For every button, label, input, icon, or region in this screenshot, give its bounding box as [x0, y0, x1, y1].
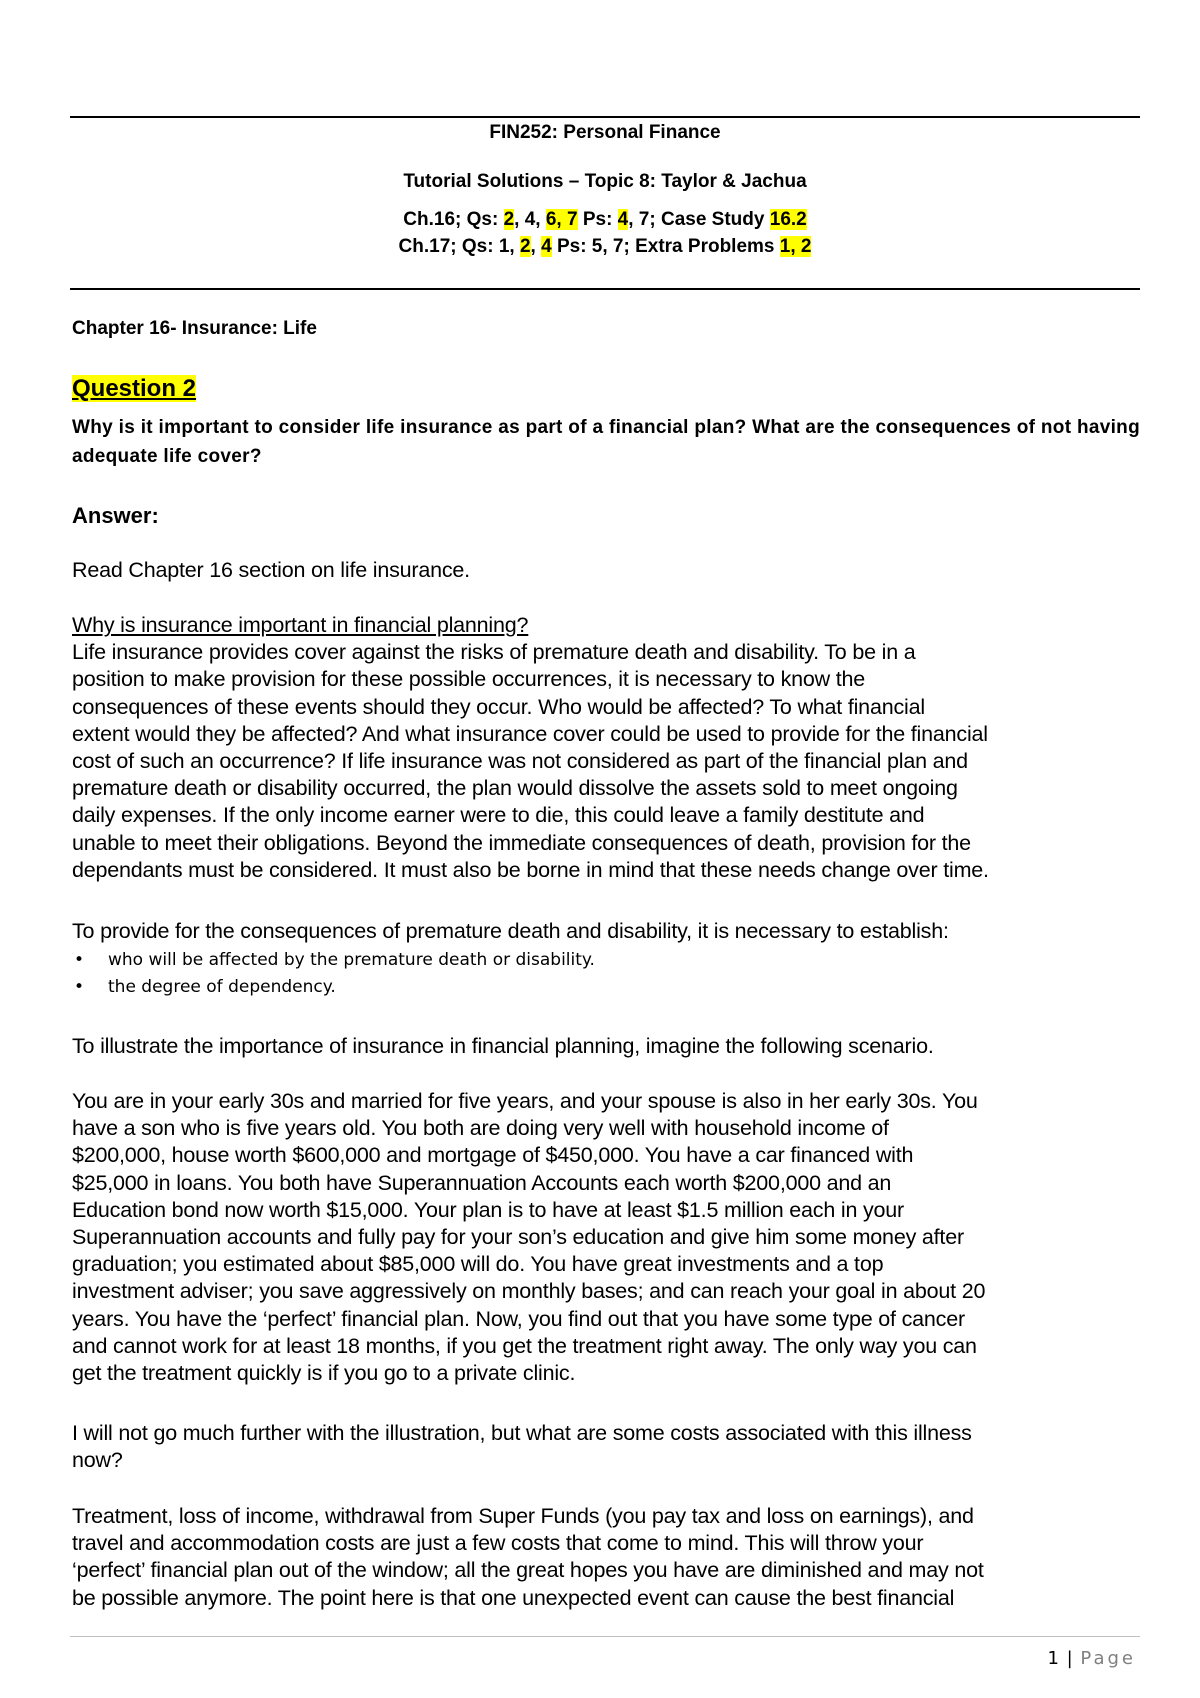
- why-line: daily expenses. If the only income earner were to die, this could leave a family destitute and: [72, 803, 925, 828]
- why-line: cost of such an occurrence? If life insurance was not considered as part of the financial plan and: [72, 749, 968, 774]
- costs-paragraph: [72, 1420, 1152, 1474]
- scenario-line: Education bond now worth $15,000. Your plan is to have at least $1.5 million each in your: [72, 1197, 905, 1222]
- question-title: Question 2: [72, 375, 197, 402]
- scenario-line: investment adviser; you save aggressively on monthly bases; and can reach your goal in about 20: [72, 1279, 986, 1304]
- treatment-paragraph: [72, 1503, 1152, 1612]
- scenario-line: get the treatment quickly is if you go to a private clinic.: [72, 1361, 576, 1386]
- page-footer: [1047, 1648, 1136, 1669]
- scenario-line: $200,000, house worth $600,000 and mortgage of $450,000. You have a car financed with: [72, 1143, 914, 1168]
- scenario-line: graduation; you estimated about $85,000 will do. You have great investments and a top: [72, 1252, 884, 1277]
- footer-rule: [70, 1636, 1140, 1637]
- why-section: [72, 612, 1152, 884]
- scenario-line: years. You have the ‘perfect’ financial plan. Now, you find out that you have some type of cancer: [72, 1306, 965, 1331]
- question-text: Why is it important to consider life insurance as part of a financial plan? What are the consequences of not having adequate life cover?: [72, 417, 1140, 467]
- read-instruction: Read Chapter 16 section on life insurance.: [72, 558, 470, 582]
- costs-line: now?: [72, 1448, 123, 1473]
- scenario-line: have a son who is five years old. You both are doing very well with household income of: [72, 1116, 889, 1141]
- why-line: Life insurance provides cover against the risks of premature death and disability. To be in a: [72, 640, 916, 665]
- page-number: 1: [1047, 1648, 1060, 1669]
- treatment-line: Treatment, loss of income, withdrawal from Super Funds (you pay tax and loss on earnings), and: [72, 1504, 974, 1528]
- page-label: Page: [1080, 1648, 1136, 1669]
- why-line: consequences of these events should they occur. Who would be affected? To what financial: [72, 694, 925, 719]
- footer-separator: |: [1059, 1648, 1081, 1669]
- treatment-line: be possible anymore. The point here is that one unexpected event can cause the best financial: [72, 1585, 955, 1610]
- scenario-paragraph: [72, 1088, 1152, 1387]
- chapter17-questions-line: Ch.17; Qs: 1, 2, 4 Ps: 5, 7; Extra Problems 1, 2: [398, 236, 812, 257]
- why-line: premature death or disability occurred, the plan would dissolve the assets sold to meet ongoing: [72, 776, 958, 801]
- treatment-line: ‘perfect’ financial plan out of the window; all the great hopes you have are diminished and may not: [72, 1558, 984, 1583]
- provide-paragraph: To provide for the consequences of premature death and disability, it is necessary to establish:: [72, 919, 949, 943]
- treatment-line: travel and accommodation costs are just a few costs that come to mind. This will throw your: [72, 1531, 924, 1556]
- top-rule: [70, 116, 1140, 118]
- chapter-heading: Chapter 16- Insurance: Life: [72, 318, 317, 339]
- bottom-header-rule: [70, 288, 1140, 290]
- bullet-item: • who will be affected by the premature death or disability.: [72, 947, 595, 974]
- why-heading: Why is insurance important in financial planning?: [72, 613, 529, 637]
- tutorial-subtitle: Tutorial Solutions – Topic 8: Taylor & Jachua: [403, 171, 807, 192]
- why-line: unable to meet their obligations. Beyond the immediate consequences of death, provision for the: [72, 830, 971, 855]
- highlight-q2-ch17: 2: [519, 236, 531, 257]
- course-title: FIN252: Personal Finance: [489, 122, 721, 143]
- dependency-bullet-list: [72, 947, 595, 1001]
- why-line: extent would they be affected? And what insurance cover could be used to provide for the financial: [72, 721, 988, 746]
- highlight-q4-ch17: 4: [541, 236, 552, 257]
- scenario-line: $25,000 in loans. You both have Superannuation Accounts each worth $200,000 and an: [72, 1170, 892, 1195]
- answer-heading: Answer:: [72, 503, 159, 528]
- chapter16-questions-line: Ch.16; Qs: 2, 4, 6, 7 Ps: 4, 7; Case Study 16.2: [403, 209, 807, 230]
- highlight-case-study: 16.2: [769, 209, 807, 230]
- highlight-q2: 2: [503, 209, 515, 230]
- why-line: dependants must be considered. It must also be borne in mind that these needs change over time.: [72, 857, 989, 882]
- illustrate-paragraph: To illustrate the importance of insurance in financial planning, imagine the following scenario.: [72, 1034, 934, 1058]
- highlight-extra-problems: 1, 2: [779, 236, 812, 257]
- scenario-line: You are in your early 30s and married for five years, and your spouse is also in her early 30s. You: [72, 1089, 978, 1113]
- costs-line: I will not go much further with the illustration, but what are some costs associated with this illness: [72, 1421, 972, 1445]
- scenario-line: and cannot work for at least 18 months, if you get the treatment right away. The only way you can: [72, 1333, 977, 1358]
- highlight-p4: 4: [617, 209, 629, 230]
- bullet-item: • the degree of dependency.: [72, 974, 595, 1001]
- highlight-q6-7: 6, 7: [545, 209, 578, 230]
- scenario-line: Superannuation accounts and fully pay for your son’s education and give him some money after: [72, 1225, 964, 1250]
- why-line: position to make provision for these possible occurrences, it is necessary to know the: [72, 667, 866, 692]
